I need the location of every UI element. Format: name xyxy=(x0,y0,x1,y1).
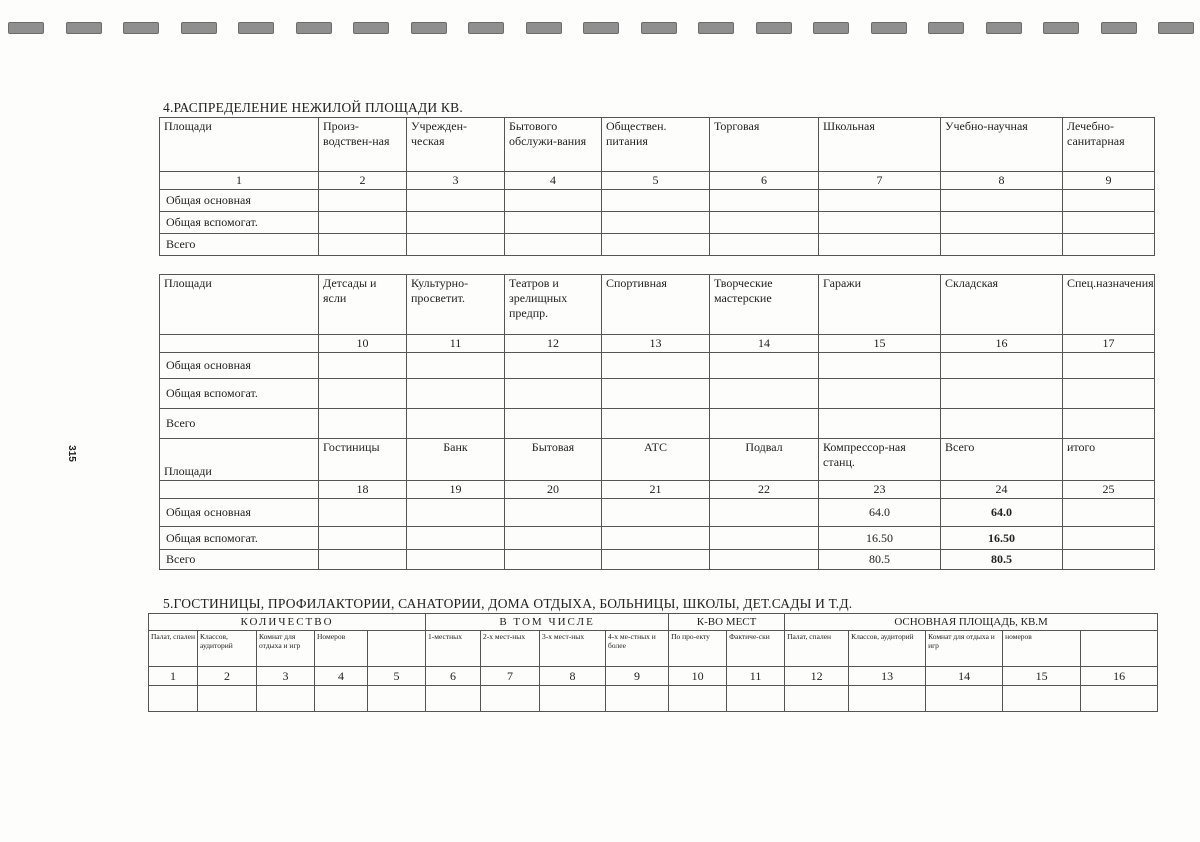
data-cell[interactable] xyxy=(941,353,1063,379)
table-row xyxy=(160,212,1155,234)
data-cell[interactable] xyxy=(407,550,505,570)
binding-hole xyxy=(66,22,102,34)
data-cell[interactable] xyxy=(505,409,602,439)
table-row xyxy=(160,409,1155,439)
binding-strip xyxy=(0,14,1200,54)
col-number: 4 xyxy=(505,172,602,190)
value-cell[interactable]: 80.5 xyxy=(819,550,941,570)
sub-header xyxy=(368,631,426,667)
col-number: 1 xyxy=(149,667,198,686)
col-number: 13 xyxy=(602,335,710,353)
col-header: Творческие мастерские xyxy=(710,275,819,335)
binding-hole xyxy=(411,22,447,34)
col-number: 6 xyxy=(426,667,481,686)
binding-hole xyxy=(1043,22,1079,34)
data-cell[interactable] xyxy=(602,212,710,234)
col-number: 19 xyxy=(407,481,505,499)
binding-hole xyxy=(1101,22,1137,34)
sub-header: номеров xyxy=(1003,631,1081,667)
binding-hole xyxy=(698,22,734,34)
data-cell[interactable] xyxy=(602,527,710,550)
col-number: 7 xyxy=(819,172,941,190)
col-header: Компрессор-ная станц. xyxy=(819,439,941,481)
col-header: итого xyxy=(1063,439,1155,481)
col-number: 10 xyxy=(669,667,727,686)
value-cell[interactable]: 64.0 xyxy=(819,499,941,527)
data-cell[interactable] xyxy=(1081,686,1158,712)
data-cell[interactable] xyxy=(1063,379,1155,409)
group-header-count: КОЛИЧЕСТВО xyxy=(149,614,426,631)
data-cell[interactable] xyxy=(198,686,257,712)
data-cell[interactable] xyxy=(819,353,941,379)
data-cell[interactable] xyxy=(710,409,819,439)
col-header: Подвал xyxy=(710,439,819,481)
sub-header: Фактиче-ски xyxy=(727,631,785,667)
col-number: 3 xyxy=(407,172,505,190)
binding-hole xyxy=(641,22,677,34)
sub-header: Палат, спален xyxy=(149,631,198,667)
data-cell[interactable] xyxy=(368,686,426,712)
data-cell[interactable] xyxy=(1063,527,1155,550)
sub-header: 1-местных xyxy=(426,631,481,667)
data-cell[interactable] xyxy=(407,379,505,409)
data-cell[interactable] xyxy=(505,190,602,212)
data-cell[interactable] xyxy=(785,686,849,712)
sub-header: Палат, спален xyxy=(785,631,849,667)
data-cell[interactable] xyxy=(602,409,710,439)
data-cell[interactable] xyxy=(710,234,819,256)
table-row xyxy=(160,550,1155,570)
sub-header: 4-х ме-стных и более xyxy=(606,631,669,667)
data-cell[interactable] xyxy=(941,409,1063,439)
data-cell[interactable] xyxy=(505,499,602,527)
col-number: 16 xyxy=(941,335,1063,353)
page-number: 315 xyxy=(65,445,77,462)
binding-hole xyxy=(1158,22,1194,34)
col-header: Детсады и ясли xyxy=(319,275,407,335)
col-number: 7 xyxy=(481,667,540,686)
header-corner: Площади xyxy=(160,439,319,481)
data-cell[interactable] xyxy=(849,686,926,712)
table-row xyxy=(160,234,1155,256)
col-header: Школьная xyxy=(819,118,941,172)
nonresidential-area-table-1 xyxy=(159,117,1155,256)
data-cell[interactable] xyxy=(710,212,819,234)
data-cell[interactable] xyxy=(1063,234,1155,256)
data-cell[interactable] xyxy=(319,527,407,550)
binding-hole xyxy=(123,22,159,34)
col-header: Бытовая xyxy=(505,439,602,481)
data-cell[interactable] xyxy=(602,234,710,256)
number-row-spacer xyxy=(160,481,319,499)
table-row xyxy=(160,190,1155,212)
col-number: 11 xyxy=(407,335,505,353)
data-cell[interactable] xyxy=(540,686,606,712)
data-cell[interactable] xyxy=(505,353,602,379)
data-cell[interactable] xyxy=(319,212,407,234)
col-number: 12 xyxy=(505,335,602,353)
data-cell[interactable] xyxy=(941,190,1063,212)
col-header: Лечебно-санитарная xyxy=(1063,118,1155,172)
data-cell[interactable] xyxy=(710,550,819,570)
data-cell[interactable] xyxy=(505,234,602,256)
data-cell[interactable] xyxy=(505,379,602,409)
data-cell[interactable] xyxy=(941,234,1063,256)
binding-hole xyxy=(871,22,907,34)
col-number: 14 xyxy=(710,335,819,353)
col-number: 25 xyxy=(1063,481,1155,499)
row-label: Всего xyxy=(160,550,319,570)
binding-hole xyxy=(986,22,1022,34)
data-cell[interactable] xyxy=(407,212,505,234)
col-number: 10 xyxy=(319,335,407,353)
col-header: Спортивная xyxy=(602,275,710,335)
col-number: 13 xyxy=(849,667,926,686)
data-cell[interactable] xyxy=(669,686,727,712)
data-cell[interactable] xyxy=(315,686,368,712)
row-label: Общая вспомогат. xyxy=(160,212,319,234)
value-cell[interactable]: 16.50 xyxy=(941,527,1063,550)
data-cell[interactable] xyxy=(407,499,505,527)
data-cell[interactable] xyxy=(710,353,819,379)
data-cell[interactable] xyxy=(407,190,505,212)
col-number: 21 xyxy=(602,481,710,499)
col-number: 8 xyxy=(941,172,1063,190)
col-header: Складская xyxy=(941,275,1063,335)
sub-header xyxy=(1081,631,1158,667)
col-number: 18 xyxy=(319,481,407,499)
data-cell[interactable] xyxy=(606,686,669,712)
facilities-table xyxy=(148,613,1158,712)
data-cell[interactable] xyxy=(1063,212,1155,234)
binding-hole xyxy=(238,22,274,34)
data-cell[interactable] xyxy=(926,686,1003,712)
col-header: Гаражи xyxy=(819,275,941,335)
data-cell[interactable] xyxy=(319,190,407,212)
table-row xyxy=(160,527,1155,550)
data-cell[interactable] xyxy=(319,379,407,409)
col-number: 15 xyxy=(1003,667,1081,686)
col-number: 6 xyxy=(710,172,819,190)
col-number: 16 xyxy=(1081,667,1158,686)
col-number: 9 xyxy=(1063,172,1155,190)
sub-header: Классов, аудиторий xyxy=(849,631,926,667)
binding-hole xyxy=(296,22,332,34)
data-cell[interactable] xyxy=(1063,550,1155,570)
col-header: Бытового обслужи-вания xyxy=(505,118,602,172)
sub-header: Номеров xyxy=(315,631,368,667)
data-cell[interactable] xyxy=(319,499,407,527)
data-cell[interactable] xyxy=(602,190,710,212)
data-cell[interactable] xyxy=(1063,409,1155,439)
table-row xyxy=(160,499,1155,527)
data-cell[interactable] xyxy=(819,409,941,439)
row-label: Общая основная xyxy=(160,190,319,212)
data-cell[interactable] xyxy=(319,409,407,439)
col-header: Банк xyxy=(407,439,505,481)
binding-hole xyxy=(468,22,504,34)
col-number: 12 xyxy=(785,667,849,686)
binding-hole xyxy=(583,22,619,34)
data-cell[interactable] xyxy=(941,379,1063,409)
data-cell[interactable] xyxy=(819,190,941,212)
group-header-including: В ТОМ ЧИСЛЕ xyxy=(426,614,669,631)
header-corner: Площади xyxy=(160,118,319,172)
col-number: 20 xyxy=(505,481,602,499)
sub-header: 2-х мест-ных xyxy=(481,631,540,667)
data-cell[interactable] xyxy=(941,212,1063,234)
row-label: Всего xyxy=(160,409,319,439)
data-cell[interactable] xyxy=(819,234,941,256)
binding-hole xyxy=(813,22,849,34)
binding-hole xyxy=(353,22,389,34)
data-cell[interactable] xyxy=(505,212,602,234)
header-corner: Площади xyxy=(160,275,319,335)
col-number: 11 xyxy=(727,667,785,686)
group-header-places: К-ВО МЕСТ xyxy=(669,614,785,631)
data-cell[interactable] xyxy=(319,234,407,256)
data-cell[interactable] xyxy=(1003,686,1081,712)
data-cell[interactable] xyxy=(1063,499,1155,527)
sub-header: Комнат для отдыха и игр xyxy=(926,631,1003,667)
table-row xyxy=(160,353,1155,379)
data-cell[interactable] xyxy=(602,379,710,409)
row-label: Всего xyxy=(160,234,319,256)
sub-header: 3-х мест-ных xyxy=(540,631,606,667)
row-label: Общая вспомогат. xyxy=(160,527,319,550)
row-label: Общая основная xyxy=(160,353,319,379)
col-number: 22 xyxy=(710,481,819,499)
col-header: АТС xyxy=(602,439,710,481)
data-cell[interactable] xyxy=(149,686,198,712)
section5-title: 5.ГОСТИНИЦЫ, ПРОФИЛАКТОРИИ, САНАТОРИИ, ДОМА ОТДЫХА, БОЛЬНИЦЫ, ШКОЛЫ, ДЕТ.САДЫ И Т.Д. xyxy=(163,596,853,611)
data-cell[interactable] xyxy=(407,527,505,550)
binding-hole xyxy=(8,22,44,34)
data-cell[interactable] xyxy=(481,686,540,712)
col-number: 17 xyxy=(1063,335,1155,353)
nonresidential-area-table-2 xyxy=(159,274,1155,570)
col-header: Культурно-просветит. xyxy=(407,275,505,335)
data-cell[interactable] xyxy=(710,190,819,212)
col-header: Театров и зрелищных предпр. xyxy=(505,275,602,335)
binding-hole xyxy=(928,22,964,34)
row-label: Общая вспомогат. xyxy=(160,379,319,409)
group-header-main-area: ОСНОВНАЯ ПЛОЩАДЬ, КВ.М xyxy=(785,614,1158,631)
col-number: 4 xyxy=(315,667,368,686)
data-cell[interactable] xyxy=(505,527,602,550)
col-header: Учебно-научная xyxy=(941,118,1063,172)
col-number: 8 xyxy=(540,667,606,686)
col-number: 3 xyxy=(257,667,315,686)
data-cell[interactable] xyxy=(602,353,710,379)
data-cell[interactable] xyxy=(710,499,819,527)
data-cell[interactable] xyxy=(319,550,407,570)
col-header: Обществен. питания xyxy=(602,118,710,172)
value-cell[interactable]: 64.0 xyxy=(941,499,1063,527)
binding-hole xyxy=(181,22,217,34)
col-header: Гостиницы xyxy=(319,439,407,481)
col-number: 5 xyxy=(368,667,426,686)
data-cell[interactable] xyxy=(710,379,819,409)
data-cell[interactable] xyxy=(1063,190,1155,212)
data-cell[interactable] xyxy=(407,234,505,256)
sub-header: По про-екту xyxy=(669,631,727,667)
data-cell[interactable] xyxy=(505,550,602,570)
data-cell[interactable] xyxy=(819,212,941,234)
number-row-spacer xyxy=(160,335,319,353)
sub-header: Комнат для отдыха и игр xyxy=(257,631,315,667)
row-label: Общая основная xyxy=(160,499,319,527)
table-row xyxy=(160,379,1155,409)
data-cell[interactable] xyxy=(710,527,819,550)
binding-hole xyxy=(756,22,792,34)
data-cell[interactable] xyxy=(319,353,407,379)
col-header: Произ-водствен-ная xyxy=(319,118,407,172)
col-number: 5 xyxy=(602,172,710,190)
col-number: 14 xyxy=(926,667,1003,686)
value-cell[interactable]: 16.50 xyxy=(819,527,941,550)
data-cell[interactable] xyxy=(819,379,941,409)
data-cell[interactable] xyxy=(426,686,481,712)
data-cell[interactable] xyxy=(602,550,710,570)
sub-header: Классов, аудиторий xyxy=(198,631,257,667)
data-cell[interactable] xyxy=(727,686,785,712)
col-header: Спец.назначения xyxy=(1063,275,1155,335)
value-cell[interactable]: 80.5 xyxy=(941,550,1063,570)
col-header: Учрежден-ческая xyxy=(407,118,505,172)
data-cell[interactable] xyxy=(602,499,710,527)
data-cell[interactable] xyxy=(407,353,505,379)
col-number: 9 xyxy=(606,667,669,686)
col-number: 15 xyxy=(819,335,941,353)
data-cell[interactable] xyxy=(1063,353,1155,379)
col-number: 2 xyxy=(319,172,407,190)
col-number: 24 xyxy=(941,481,1063,499)
data-cell[interactable] xyxy=(257,686,315,712)
col-header: Торговая xyxy=(710,118,819,172)
binding-hole xyxy=(526,22,562,34)
data-cell[interactable] xyxy=(407,409,505,439)
col-number: 1 xyxy=(160,172,319,190)
col-number: 2 xyxy=(198,667,257,686)
section4-title: 4.РАСПРЕДЕЛЕНИЕ НЕЖИЛОЙ ПЛОЩАДИ КВ. xyxy=(163,100,463,115)
col-header: Всего xyxy=(941,439,1063,481)
col-number: 23 xyxy=(819,481,941,499)
